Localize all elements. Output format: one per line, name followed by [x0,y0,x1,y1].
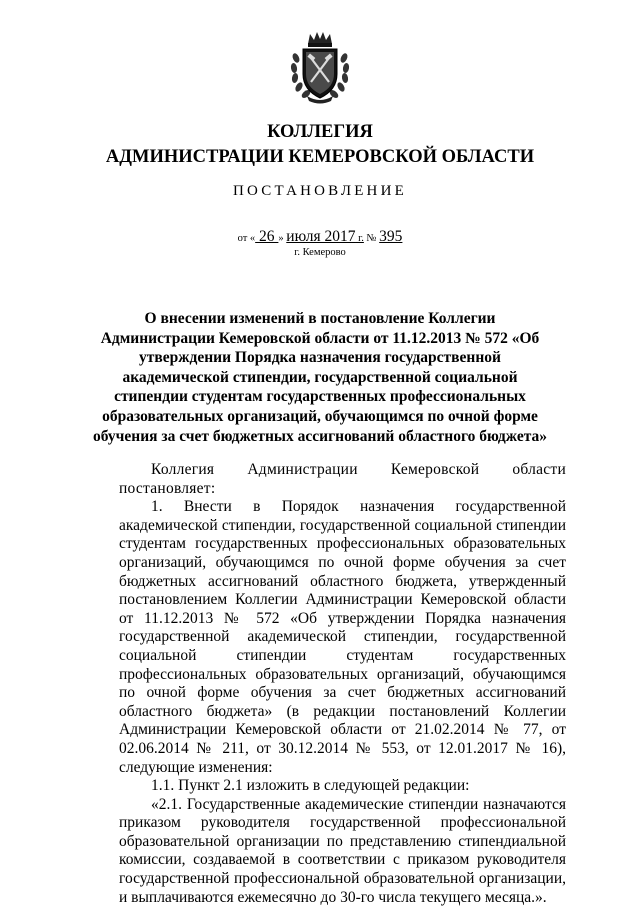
document-type: ПОСТАНОВЛЕНИЕ [233,183,407,199]
document-body [119,461,566,907]
body-paragraph-intro: Коллегия Администрации Кемеровской области постановляет: [119,461,566,497]
date-month-year: июля 2017 [286,228,356,245]
date-mid: » [278,233,287,244]
date-year-suffix: г. [355,233,364,244]
org-name-line1: КОЛЛЕГИЯ [267,122,373,142]
date-line [0,228,640,246]
coat-of-arms-emblem [289,30,351,104]
org-name-line2: АДМИНИСТРАЦИИ КЕМЕРОВСКОЙ ОБЛАСТИ [105,147,535,167]
city: г. Кемерово [294,247,346,258]
date-day: 26 [255,228,279,245]
number-label: № [363,233,380,244]
body-paragraph-item-1-1: 1.1. Пункт 2.1 изложить в следующей редакции: [151,777,470,795]
body-paragraph-quote-2-1: «2.1. Государственные академические стипендии назначаются приказом руководителя государственной профессиональной образовательной организации по представлению стипендиальной комиссии, создаваемой в соответствии с приказом руководителя государственной профессиональной образовательной организации, и выплачиваются ежемесячно до 30-го числа текущего месяца.». [119,795,566,906]
document-title: О внесении изменений в постановление Коллегии Администрации Кемеровской области от 11.12.2013 № 572 «Об утверждении Порядка назначения государственной академической стипендии, государственной социальной стипендии студентам государственных профессиональных образовательных организаций, обучающимся по очной форме обучения за счет бюджетных ассигнований областного бюджета» [92,310,547,445]
date-prefix: от « [237,233,256,244]
body-paragraph-item-1: 1. Внести в Порядок назначения государственной академической стипендии, государственной социальной стипендии студентам государственных профессиональных образовательных организаций, обучающимся по очной форме обучения за счет бюджетных ассигнований областного бюджета, утвержденный постановлением Коллегии Администрации Кемеровской области от 11.12.2013 № 572 «Об утверждении Порядка назначения государственной академической стипендии, государственной социальной стипендии студентам государственных профессиональных образовательных организаций, обучающимся по очной форме обучения за счет бюджетных ассигнований областного бюджета» (в редакции постановлений Коллегии Администрации Кемеровской области от 21.02.2014 № 77, от 02.06.2014 № 211, от 30.12.2014 № 553, от 12.01.2017 № 16), следующие изменения: [119,498,566,776]
document-number: 395 [379,228,403,245]
